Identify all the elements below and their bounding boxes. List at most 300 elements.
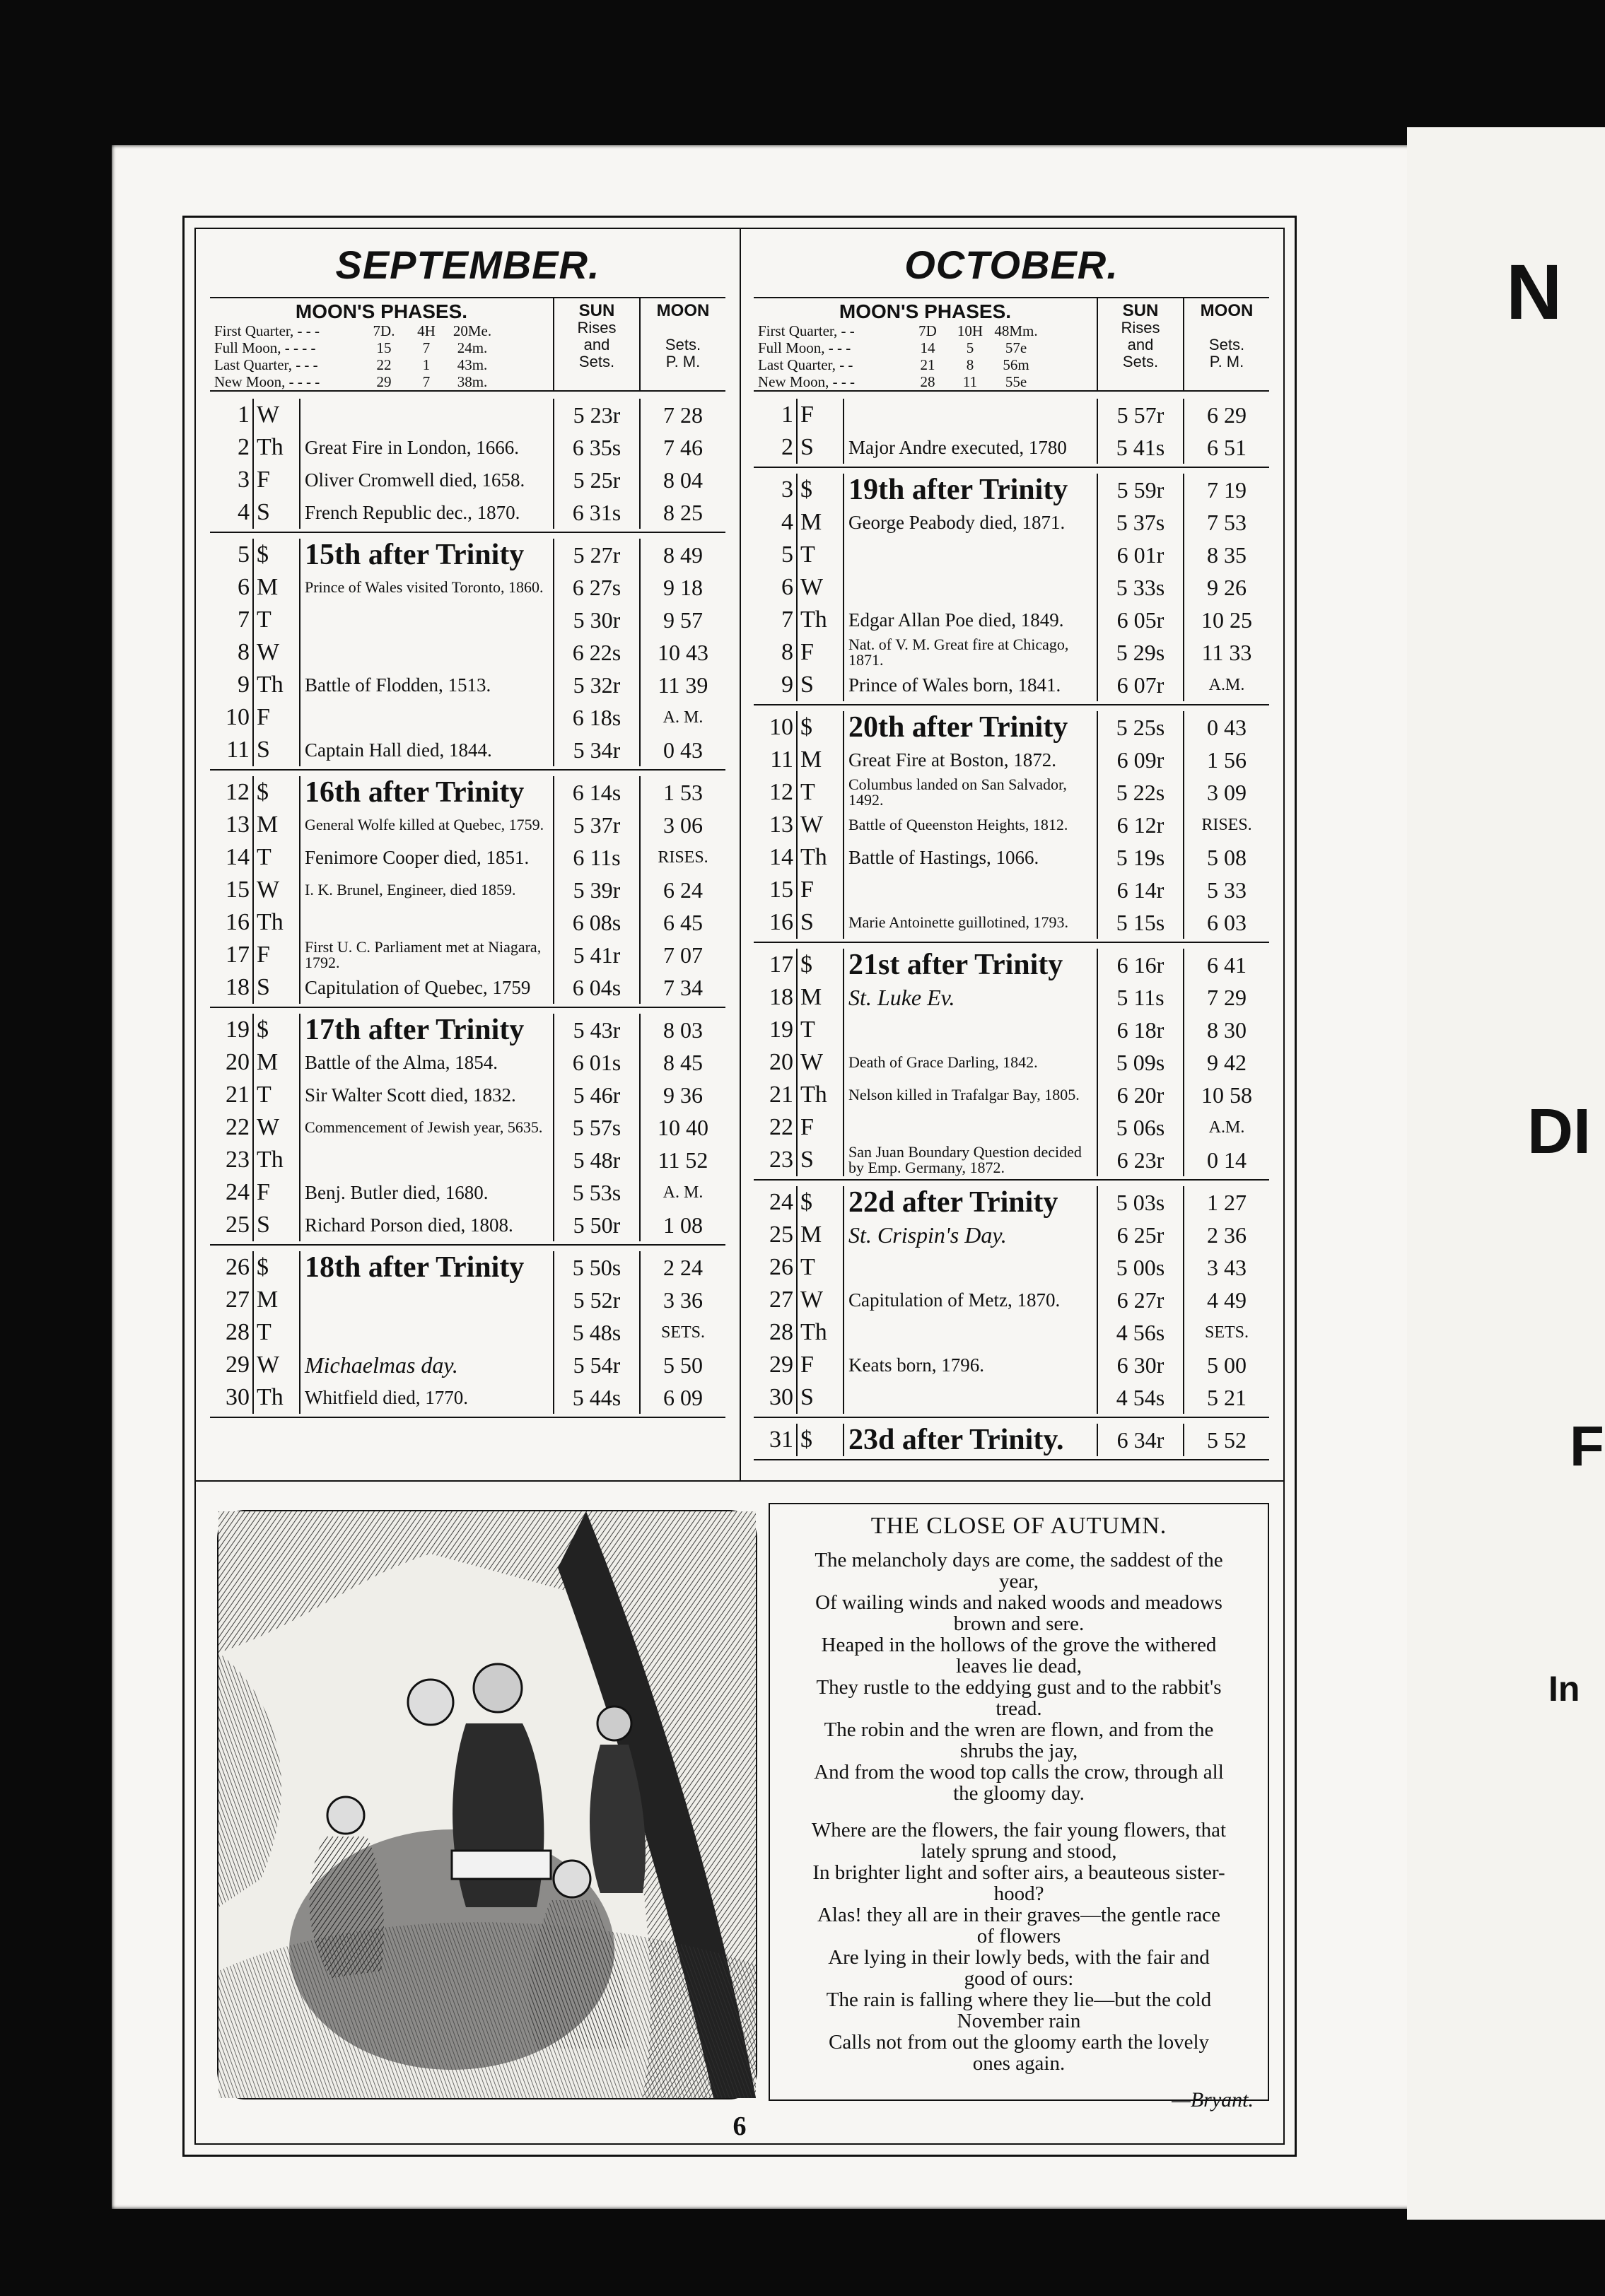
day-event: Whitfield died, 1770. xyxy=(299,1381,553,1414)
day-event xyxy=(843,1014,1097,1046)
sun-time: 6 16r xyxy=(1097,949,1183,981)
sun-header-line: Rises xyxy=(577,319,617,336)
day-event xyxy=(843,571,1097,604)
sun-time: 6 35s xyxy=(553,431,639,464)
day-row xyxy=(754,1046,1269,1079)
day-of-week: M xyxy=(252,571,299,604)
moon-time: 8 25 xyxy=(639,496,725,529)
day-number: 13 xyxy=(226,812,250,838)
sun-time: 6 09r xyxy=(1097,744,1183,776)
moon-header-line: MOON xyxy=(656,301,710,320)
moon-time: 10 58 xyxy=(1183,1079,1269,1111)
poem-line: The rain is falling where they lie—but the cold xyxy=(826,1988,1212,2011)
sun-time: 5 30r xyxy=(553,604,639,636)
sun-time: 5 09s xyxy=(1097,1046,1183,1079)
day-row xyxy=(754,1014,1269,1046)
poem-line: Alas! they all are in their graves—the gentle race xyxy=(817,1904,1221,1926)
moon-time: SETS. xyxy=(1183,1316,1269,1349)
sun-time: 5 57r xyxy=(1097,399,1183,431)
phase-row xyxy=(214,322,549,339)
moon-header-line: MOON xyxy=(1200,301,1254,320)
day-event: Marie Antoinette guillotined, 1793. xyxy=(843,906,1097,939)
day-of-week: W xyxy=(796,571,843,604)
day-row xyxy=(754,506,1269,539)
day-row xyxy=(754,711,1269,744)
sunday-title: 19th after Trinity xyxy=(843,474,1097,506)
poem-line: Where are the flowers, the fair young flowers, that xyxy=(811,1819,1227,1841)
right-fragment-0: N xyxy=(1506,249,1563,336)
week-block xyxy=(210,1251,725,1418)
moon-time: 7 07 xyxy=(639,939,725,971)
poem-line: Are lying in their lowly beds, with the fair and xyxy=(828,1946,1210,1969)
day-of-week: F xyxy=(796,399,843,431)
day-number: 30 xyxy=(769,1384,793,1410)
day-of-week: W xyxy=(252,1111,299,1144)
day-number: 21 xyxy=(226,1082,250,1108)
day-of-week: S xyxy=(796,431,843,464)
day-row xyxy=(210,1209,725,1241)
moon-time: 9 26 xyxy=(1183,571,1269,604)
day-number: 3 xyxy=(238,467,250,493)
day-of-week: S xyxy=(252,496,299,529)
day-number: 26 xyxy=(769,1254,793,1280)
day-event: Battle of Queenston Heights, 1812. xyxy=(843,809,1097,841)
october-moon-phases xyxy=(754,298,1097,390)
moon-time: 5 21 xyxy=(1183,1381,1269,1414)
phase-label: Full Moon, - - - - xyxy=(214,339,316,356)
day-event: French Republic dec., 1870. xyxy=(299,496,553,529)
day-number: 16 xyxy=(769,909,793,935)
sun-time: 5 06s xyxy=(1097,1111,1183,1144)
day-event: St. Luke Ev. xyxy=(843,981,1097,1014)
sun-header-line: and xyxy=(1127,336,1154,353)
phase-day: 22 xyxy=(376,356,392,373)
week-block xyxy=(754,399,1269,468)
sun-time: 5 59r xyxy=(1097,474,1183,506)
day-of-week: F xyxy=(796,636,843,669)
moon-time: 9 18 xyxy=(639,571,725,604)
day-number: 13 xyxy=(769,812,793,838)
day-number: 30 xyxy=(226,1384,250,1410)
moon-time: RISES. xyxy=(1183,809,1269,841)
day-event: Battle of the Alma, 1854. xyxy=(299,1046,553,1079)
day-of-week: W xyxy=(796,1284,843,1316)
poem-line: shrubs the jay, xyxy=(959,1740,1078,1762)
day-of-week: $ xyxy=(796,949,843,981)
day-of-week: $ xyxy=(796,711,843,744)
moon-time: 7 34 xyxy=(639,971,725,1004)
day-number: 8 xyxy=(238,639,250,665)
phase-minute: 20Me. xyxy=(453,322,492,339)
day-number: 9 xyxy=(781,672,793,698)
day-row xyxy=(754,744,1269,776)
day-event xyxy=(843,1381,1097,1414)
moon-time: 6 51 xyxy=(1183,431,1269,464)
moon-column-header xyxy=(1183,298,1269,390)
moon-time: 6 03 xyxy=(1183,906,1269,939)
day-number: 28 xyxy=(226,1319,250,1345)
sun-time: 6 12r xyxy=(1097,809,1183,841)
day-row xyxy=(210,971,725,1004)
phase-minute: 48Mm. xyxy=(994,322,1038,339)
poem-line: lately sprung and stood, xyxy=(921,1840,1117,1863)
day-of-week: Th xyxy=(252,1144,299,1176)
poem-box xyxy=(769,1503,1269,2112)
day-of-week: $ xyxy=(796,1424,843,1456)
sun-time: 6 27r xyxy=(1097,1284,1183,1316)
day-event xyxy=(299,906,553,939)
moon-time: 6 41 xyxy=(1183,949,1269,981)
day-row xyxy=(210,939,725,971)
day-event: Major Andre executed, 1780 xyxy=(843,431,1097,464)
day-row xyxy=(210,701,725,734)
phase-hour: 7 xyxy=(422,373,431,390)
moon-header-line: P. M. xyxy=(665,353,701,370)
moon-time: 3 43 xyxy=(1183,1251,1269,1284)
day-of-week: Th xyxy=(796,604,843,636)
day-of-week: Th xyxy=(252,906,299,939)
day-of-week: T xyxy=(252,1079,299,1111)
phase-row xyxy=(758,339,1092,356)
day-of-week: F xyxy=(252,939,299,971)
sun-time: 5 25r xyxy=(553,464,639,496)
day-event: Prince of Wales born, 1841. xyxy=(843,669,1097,701)
day-of-week: Th xyxy=(252,1381,299,1414)
moon-time: 11 52 xyxy=(639,1144,725,1176)
day-row xyxy=(210,1381,725,1414)
day-event xyxy=(299,1284,553,1316)
moon-time: 7 19 xyxy=(1183,474,1269,506)
sun-time: 6 18s xyxy=(553,701,639,734)
phase-label: New Moon, - - - xyxy=(758,373,856,390)
day-number: 2 xyxy=(238,434,250,460)
day-number: 18 xyxy=(226,974,250,1000)
day-of-week: M xyxy=(252,1046,299,1079)
day-number: 27 xyxy=(769,1287,793,1313)
moon-time: 2 24 xyxy=(639,1251,725,1284)
day-number: 19 xyxy=(226,1017,250,1043)
sun-time: 6 18r xyxy=(1097,1014,1183,1046)
sun-time: 6 30r xyxy=(1097,1349,1183,1381)
day-of-week: Th xyxy=(796,841,843,874)
week-block xyxy=(754,474,1269,705)
day-event: I. K. Brunel, Engineer, died 1859. xyxy=(299,874,553,906)
day-row xyxy=(210,1316,725,1349)
week-block xyxy=(210,539,725,771)
day-number: 31 xyxy=(769,1427,793,1453)
sun-time: 6 25r xyxy=(1097,1219,1183,1251)
sunday-title: 17th after Trinity xyxy=(299,1014,553,1046)
day-of-week: T xyxy=(796,1251,843,1284)
day-row xyxy=(210,1111,725,1144)
day-number: 15 xyxy=(769,877,793,903)
moon-time: A.M. xyxy=(1183,1111,1269,1144)
sun-time: 5 57s xyxy=(553,1111,639,1144)
week-block xyxy=(210,399,725,533)
day-of-week: F xyxy=(796,1349,843,1381)
day-row xyxy=(754,874,1269,906)
moon-header-line xyxy=(1184,320,1269,336)
day-number: 2 xyxy=(781,434,793,460)
phase-day: 14 xyxy=(920,339,935,356)
week-block xyxy=(754,711,1269,943)
day-number: 15 xyxy=(226,877,250,903)
moon-time: A. M. xyxy=(639,701,725,734)
day-number: 20 xyxy=(226,1049,250,1075)
day-event xyxy=(843,1316,1097,1349)
phase-hour: 5 xyxy=(966,339,974,356)
day-number: 25 xyxy=(226,1212,250,1238)
sun-time: 6 05r xyxy=(1097,604,1183,636)
moon-time: 6 09 xyxy=(639,1381,725,1414)
phase-day: 28 xyxy=(920,373,935,390)
sun-time: 6 08s xyxy=(553,906,639,939)
day-row xyxy=(754,776,1269,809)
phase-hour: 4H xyxy=(417,322,436,339)
sun-time: 6 23r xyxy=(1097,1144,1183,1176)
day-of-week: S xyxy=(796,1381,843,1414)
moon-time: 6 24 xyxy=(639,874,725,906)
moon-header-line: Sets. xyxy=(1208,336,1245,353)
day-number: 16 xyxy=(226,909,250,935)
day-row xyxy=(210,399,725,431)
day-of-week: Th xyxy=(252,669,299,701)
day-row xyxy=(210,874,725,906)
phase-hour: 11 xyxy=(962,373,978,390)
day-row xyxy=(210,669,725,701)
day-of-week: T xyxy=(252,1316,299,1349)
day-number: 5 xyxy=(238,541,250,568)
day-row xyxy=(754,1251,1269,1284)
phase-row xyxy=(214,356,549,373)
poem-stanza xyxy=(784,1550,1254,1804)
day-number: 12 xyxy=(769,779,793,805)
day-row xyxy=(210,906,725,939)
day-event: Captain Hall died, 1844. xyxy=(299,734,553,766)
day-row xyxy=(754,539,1269,571)
sun-time: 6 31s xyxy=(553,496,639,529)
day-number: 19 xyxy=(769,1017,793,1043)
day-event: Edgar Allan Poe died, 1849. xyxy=(843,604,1097,636)
sun-time: 5 00s xyxy=(1097,1251,1183,1284)
sun-time: 6 20r xyxy=(1097,1079,1183,1111)
sunday-title: 15th after Trinity xyxy=(299,539,553,571)
sun-time: 5 15s xyxy=(1097,906,1183,939)
september-title: SEPTEMBER. xyxy=(335,242,600,287)
moon-time: 10 43 xyxy=(639,636,725,669)
sun-time: 6 27s xyxy=(553,571,639,604)
right-fragment-1: DI xyxy=(1527,1096,1591,1167)
day-event: Keats born, 1796. xyxy=(843,1349,1097,1381)
poem-line: of flowers xyxy=(976,1925,1061,1948)
sunday-title: 22d after Trinity xyxy=(843,1186,1097,1219)
october-header xyxy=(754,297,1269,392)
day-row xyxy=(210,1144,725,1176)
day-number: 8 xyxy=(781,639,793,665)
day-number: 29 xyxy=(769,1352,793,1378)
day-row xyxy=(754,981,1269,1014)
phase-row xyxy=(758,356,1092,373)
sunday-title: 16th after Trinity xyxy=(299,776,553,809)
september-header xyxy=(210,297,725,392)
poem-line: Of wailing winds and naked woods and meadows xyxy=(815,1591,1222,1614)
phase-label: Last Quarter, - - xyxy=(758,356,853,373)
moon-time: 7 46 xyxy=(639,431,725,464)
moon-time: 8 49 xyxy=(639,539,725,571)
day-row xyxy=(210,776,725,809)
sunday-title: 23d after Trinity. xyxy=(843,1424,1097,1456)
day-number: 5 xyxy=(781,541,793,568)
sun-time: 5 48s xyxy=(553,1316,639,1349)
moon-time: 9 57 xyxy=(639,604,725,636)
phase-hour: 10H xyxy=(957,322,984,339)
day-event: First U. C. Parliament met at Niagara, 1792. xyxy=(299,939,553,971)
day-of-week: $ xyxy=(252,776,299,809)
week-block xyxy=(210,776,725,1008)
day-number: 24 xyxy=(769,1189,793,1215)
day-of-week: T xyxy=(252,604,299,636)
sun-time: 5 34r xyxy=(553,734,639,766)
day-event: Commencement of Jewish year, 5635. xyxy=(299,1111,553,1144)
sun-time: 5 19s xyxy=(1097,841,1183,874)
day-of-week: M xyxy=(796,981,843,1014)
day-of-week: $ xyxy=(252,1014,299,1046)
family-reading-engraving xyxy=(218,1511,756,2098)
day-event: Sir Walter Scott died, 1832. xyxy=(299,1079,553,1111)
sun-time: 6 01r xyxy=(1097,539,1183,571)
day-event: Columbus landed on San Salvador, 1492. xyxy=(843,776,1097,809)
day-of-week: Th xyxy=(252,431,299,464)
day-event xyxy=(299,604,553,636)
day-row xyxy=(210,571,725,604)
day-number: 27 xyxy=(226,1287,250,1313)
sun-time: 6 14s xyxy=(553,776,639,809)
day-event: St. Crispin's Day. xyxy=(843,1219,1097,1251)
day-row xyxy=(210,809,725,841)
september-section xyxy=(196,229,741,1480)
moon-time: 1 27 xyxy=(1183,1186,1269,1219)
phase-day: 29 xyxy=(376,373,392,390)
day-event xyxy=(299,1316,553,1349)
sun-time: 5 37s xyxy=(1097,506,1183,539)
day-of-week: F xyxy=(252,464,299,496)
day-event: Richard Porson died, 1808. xyxy=(299,1209,553,1241)
moon-time: 1 53 xyxy=(639,776,725,809)
sun-time: 5 32r xyxy=(553,669,639,701)
phase-day: 21 xyxy=(920,356,935,373)
sun-header-line: Sets. xyxy=(578,353,615,370)
moon-time: 7 29 xyxy=(1183,981,1269,1014)
poem-line: They rustle to the eddying gust and to the rabbit's xyxy=(816,1676,1222,1699)
day-number: 14 xyxy=(769,844,793,870)
day-of-week: S xyxy=(796,906,843,939)
day-number: 7 xyxy=(781,607,793,633)
moon-time: 8 30 xyxy=(1183,1014,1269,1046)
page-number: 6 xyxy=(733,2112,747,2141)
day-of-week: T xyxy=(796,1014,843,1046)
day-number: 3 xyxy=(781,476,793,503)
phase-row xyxy=(758,373,1092,390)
day-row xyxy=(754,1316,1269,1349)
phase-hour: 8 xyxy=(966,356,974,373)
sun-time: 5 41s xyxy=(1097,431,1183,464)
day-number: 10 xyxy=(769,714,793,740)
phase-row xyxy=(758,322,1092,339)
day-number: 29 xyxy=(226,1352,250,1378)
poem-line: year, xyxy=(999,1570,1039,1593)
day-event xyxy=(843,874,1097,906)
moon-time: 10 40 xyxy=(639,1111,725,1144)
poem-line: hood? xyxy=(993,1882,1044,1905)
day-number: 4 xyxy=(238,499,250,525)
moon-time: 5 52 xyxy=(1183,1424,1269,1456)
day-row xyxy=(754,571,1269,604)
day-row xyxy=(754,906,1269,939)
sun-time: 5 37r xyxy=(553,809,639,841)
adjacent-page-edge xyxy=(1407,127,1605,2220)
phase-minute: 24m. xyxy=(457,339,488,356)
day-of-week: S xyxy=(252,1209,299,1241)
sun-time: 5 44s xyxy=(553,1381,639,1414)
sun-time: 4 54s xyxy=(1097,1381,1183,1414)
phase-minute: 57e xyxy=(1005,339,1027,356)
sun-time: 5 50r xyxy=(553,1209,639,1241)
day-number: 22 xyxy=(226,1114,250,1140)
moon-time: 1 08 xyxy=(639,1209,725,1241)
day-row xyxy=(754,636,1269,669)
moon-time: 8 03 xyxy=(639,1014,725,1046)
moon-time: SETS. xyxy=(639,1316,725,1349)
day-of-week: S xyxy=(796,669,843,701)
day-number: 17 xyxy=(769,951,793,978)
day-row xyxy=(210,636,725,669)
day-row xyxy=(754,949,1269,981)
moon-time: 0 43 xyxy=(639,734,725,766)
moon-time: 11 33 xyxy=(1183,636,1269,669)
phases-title: MOON'S PHASES. xyxy=(839,300,1012,322)
day-row xyxy=(754,1111,1269,1144)
phase-label: First Quarter, - - xyxy=(758,322,855,339)
day-row xyxy=(210,1046,725,1079)
day-of-week: M xyxy=(796,506,843,539)
week-block xyxy=(754,1424,1269,1460)
day-row xyxy=(210,496,725,529)
day-row xyxy=(210,841,725,874)
day-of-week: S xyxy=(252,734,299,766)
day-row xyxy=(210,1176,725,1209)
day-event xyxy=(299,701,553,734)
day-row xyxy=(754,431,1269,464)
sun-time: 5 46r xyxy=(553,1079,639,1111)
day-event: Prince of Wales visited Toronto, 1860. xyxy=(299,571,553,604)
moon-time: 7 53 xyxy=(1183,506,1269,539)
day-of-week: W xyxy=(252,636,299,669)
day-row xyxy=(754,1284,1269,1316)
day-of-week: S xyxy=(796,1144,843,1176)
phase-day: 7D xyxy=(918,322,937,339)
day-event: Battle of Hastings, 1066. xyxy=(843,841,1097,874)
sun-time: 5 25s xyxy=(1097,711,1183,744)
day-row xyxy=(754,1079,1269,1111)
day-event: San Juan Boundary Question decided by Emp. Germany, 1872. xyxy=(843,1144,1097,1176)
october-section xyxy=(740,229,1283,1480)
day-of-week: M xyxy=(252,809,299,841)
sun-time: 5 48r xyxy=(553,1144,639,1176)
day-row xyxy=(754,399,1269,431)
phase-label: New Moon, - - - - xyxy=(214,373,320,390)
moon-time: 5 33 xyxy=(1183,874,1269,906)
week-block xyxy=(754,1186,1269,1418)
